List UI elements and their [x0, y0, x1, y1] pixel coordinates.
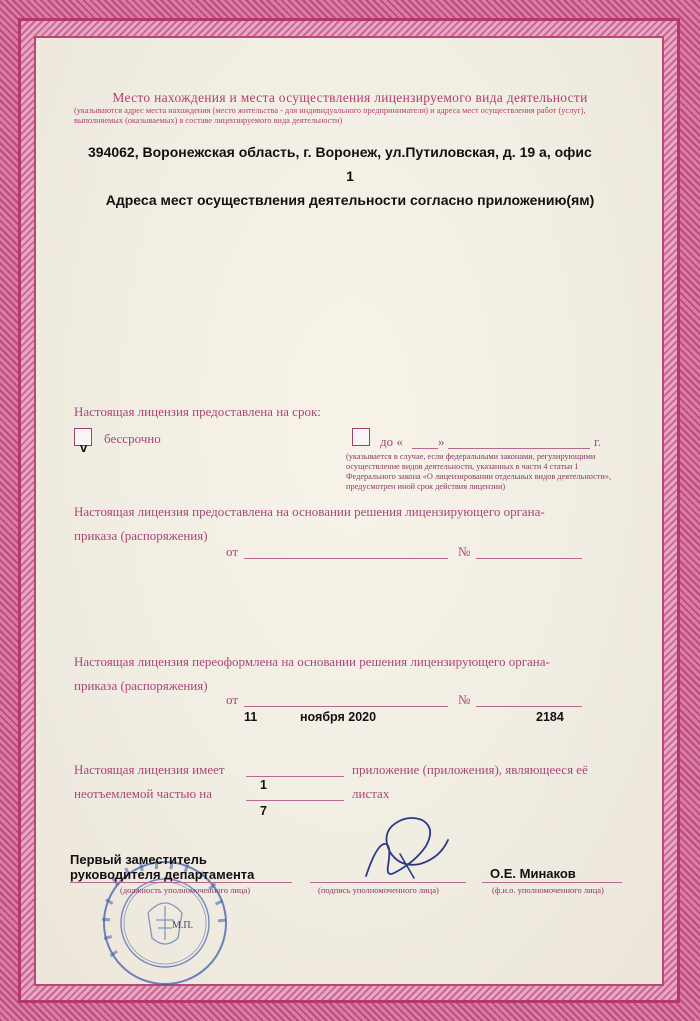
signer-position [70, 852, 254, 882]
header-subtitle-line2: выполняемых (оказываемых) в составе лицензируемого вида деятельности) [74, 116, 343, 125]
address-line1: 394062, Воронежская область, г. Воронеж, ул.Путиловская, д. 19 а, офис [88, 144, 592, 160]
signer-position-line2: руководителя департамента [70, 867, 255, 882]
until-checkbox [352, 428, 370, 446]
signer-position-line1: Первый заместитель [70, 852, 207, 867]
signature-caption: (подпись уполномоченного лица) [318, 885, 439, 895]
reissue-day: 11 [244, 710, 258, 724]
basis-from-label: от [226, 544, 239, 559]
appendix-line2-prefix: неотъемлемой частью на [74, 786, 213, 801]
term-note-line2: осуществление видов деятельности, указанных в части 4 статьи 1 [346, 462, 579, 471]
reissue-number: 2184 [536, 710, 564, 724]
stamp-place-label: М.П. [172, 920, 194, 931]
reissue-from-label: от [226, 692, 239, 707]
header-title: Место нахождения и места осуществления лицензируемого вида деятельности [112, 90, 588, 105]
term-label: Настоящая лицензия предоставлена на срок: [74, 404, 321, 419]
name-caption: (ф.и.о. уполномоченного лица) [492, 885, 604, 895]
handwritten-signature-icon [356, 806, 456, 886]
basis-line2: приказа (распоряжения) [74, 528, 208, 543]
basis-number-label: № [458, 544, 471, 559]
until-year-suffix: г. [594, 434, 602, 449]
indefinite-label: бессрочно [104, 431, 161, 446]
header-subtitle-line1: (указываются адрес места нахождения (место жительства - для индивидуального предпринимателя) и адреса мест осуществления работ (услуг), [74, 106, 586, 115]
reissue-month-year: ноября 2020 [300, 710, 377, 724]
indefinite-checkmark: v [80, 440, 88, 455]
basis-line1: Настоящая лицензия предоставлена на основании решения лицензирующего органа- [74, 504, 545, 519]
term-note [346, 452, 636, 492]
signer-name: О.Е. Минаков [490, 866, 576, 881]
reissue-number-label: № [458, 692, 471, 707]
position-caption: (должность уполномоченного лица) [120, 885, 251, 895]
term-note-line3: Федерального закона «О лицензировании отдельных видов деятельности», [346, 472, 612, 481]
address-line3: Адреса мест осуществления деятельности согласно приложению(ям) [105, 192, 595, 208]
term-note-line4: предусмотрен иной срок действия лицензии) [346, 482, 506, 491]
until-label: до « [380, 434, 403, 449]
reissue-line2: приказа (распоряжения) [74, 678, 208, 693]
appendix-line2-suffix: листах [352, 786, 390, 801]
reissue-line1: Настоящая лицензия переоформлена на основании решения лицензирующего органа- [74, 654, 550, 669]
appendix-sheets: 7 [260, 804, 267, 818]
term-note-line1: (указывается в случае, если федеральными законами, регулирующими [346, 452, 596, 461]
address-line2: 1 [346, 168, 354, 184]
appendix-line1-suffix: приложение (приложения), являющееся её [352, 762, 588, 777]
until-mid: » [438, 434, 445, 449]
appendix-count: 1 [260, 778, 267, 792]
appendix-line1-prefix: Настоящая лицензия имеет [74, 762, 225, 777]
header-subtitle [74, 106, 654, 126]
